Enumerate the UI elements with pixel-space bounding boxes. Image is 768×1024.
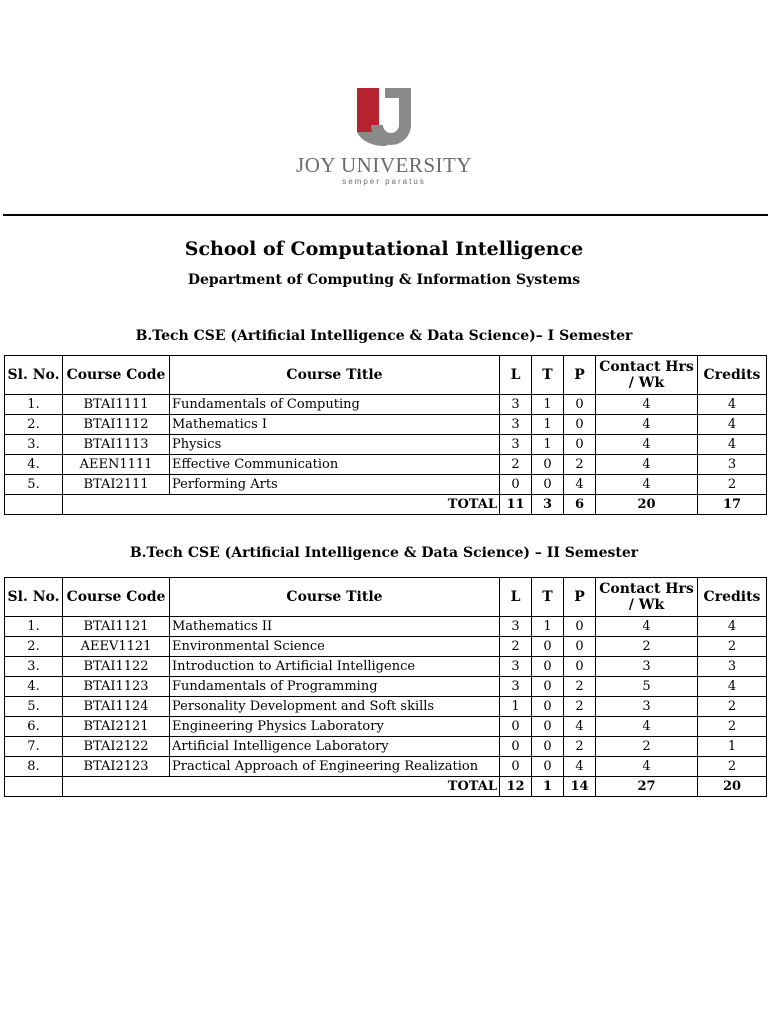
cell-code: AEEN1111 [63,455,170,475]
col-course-code: Course Code [63,356,170,395]
cell-sl: 1. [5,395,63,415]
cell-p: 4 [564,475,596,495]
total-l: 11 [500,495,532,515]
cell-title: Practical Approach of Engineering Realization [170,757,500,777]
cell-p: 2 [564,455,596,475]
col-contact-hrs: Contact Hrs / Wk [596,578,698,617]
col-course-code: Course Code [63,578,170,617]
cell-sl: 4. [5,455,63,475]
col-credits: Credits [698,356,767,395]
cell-l: 0 [500,475,532,495]
col-sl-no: Sl. No. [5,578,63,617]
total-label: TOTAL [63,777,500,797]
total-contact: 20 [596,495,698,515]
cell-code: BTAI1122 [63,657,170,677]
table-row [5,617,767,637]
cell-t: 0 [532,757,564,777]
department-title: Department of Computing & Information Systems [187,272,581,288]
cell-credits: 3 [698,657,767,677]
cell-t: 0 [532,657,564,677]
cell-title: Effective Communication [170,455,500,475]
cell-p: 4 [564,757,596,777]
total-p: 6 [564,495,596,515]
table-row [5,435,767,455]
total-label: TOTAL [63,495,500,515]
cell-code: BTAI2123 [63,757,170,777]
cell-sl: 8. [5,757,63,777]
cell-credits: 2 [698,717,767,737]
cell-contact: 3 [596,657,698,677]
col-sl-no: Sl. No. [5,356,63,395]
semester-1-table [4,355,767,515]
cell-p: 0 [564,637,596,657]
cell-l: 2 [500,637,532,657]
semester-2-table [4,577,767,797]
table-row [5,677,767,697]
cell-p: 2 [564,697,596,717]
cell-credits: 2 [698,637,767,657]
cell-title: Personality Development and Soft skills [170,697,500,717]
cell-title: Artificial Intelligence Laboratory [170,737,500,757]
cell-credits: 2 [698,757,767,777]
university-tagline: semper paratus [342,177,426,186]
cell-credits: 2 [698,475,767,495]
cell-contact: 3 [596,697,698,717]
cell-sl: 7. [5,737,63,757]
cell-t: 0 [532,637,564,657]
cell-title: Mathematics II [170,617,500,637]
cell-contact: 4 [596,395,698,415]
cell-sl: 5. [5,697,63,717]
cell-t: 0 [532,737,564,757]
cell-contact: 2 [596,637,698,657]
cell-l: 0 [500,737,532,757]
cell-title: Environmental Science [170,637,500,657]
cell-t: 1 [532,617,564,637]
table-row [5,737,767,757]
cell-code: AEEV1121 [63,637,170,657]
cell-title: Fundamentals of Programming [170,677,500,697]
col-contact-hrs: Contact Hrs / Wk [596,356,698,395]
cell-t: 1 [532,435,564,455]
table-row [5,697,767,717]
table-row [5,455,767,475]
cell-l: 3 [500,395,532,415]
cell-title: Mathematics I [170,415,500,435]
col-l: L [500,578,532,617]
cell-code: BTAI2122 [63,737,170,757]
col-p: P [564,356,596,395]
cell-code: BTAI1123 [63,677,170,697]
table-row [5,757,767,777]
cell-code: BTAI1113 [63,435,170,455]
cell-code: BTAI2121 [63,717,170,737]
cell-code: BTAI1112 [63,415,170,435]
cell-l: 3 [500,657,532,677]
col-credits: Credits [698,578,767,617]
cell-l: 0 [500,717,532,737]
total-credits: 20 [698,777,767,797]
cell-p: 0 [564,415,596,435]
cell-contact: 4 [596,475,698,495]
university-name: JOY UNIVERSITY [296,153,472,177]
cell-l: 3 [500,617,532,637]
header-divider [3,214,768,216]
total-p: 14 [564,777,596,797]
col-t: T [532,578,564,617]
table-header-row [5,356,767,395]
cell-p: 0 [564,395,596,415]
table-row [5,717,767,737]
cell-title: Performing Arts [170,475,500,495]
cell-contact: 4 [596,455,698,475]
cell-contact: 5 [596,677,698,697]
table-header-row [5,578,767,617]
cell-l: 0 [500,757,532,777]
cell-credits: 1 [698,737,767,757]
col-course-title: Course Title [170,578,500,617]
cell-p: 2 [564,737,596,757]
cell-contact: 2 [596,737,698,757]
total-row [5,777,767,797]
cell-title: Fundamentals of Computing [170,395,500,415]
cell-title: Introduction to Artificial Intelligence [170,657,500,677]
cell-sl: 2. [5,637,63,657]
cell-t: 0 [532,455,564,475]
cell-sl: 2. [5,415,63,435]
total-t: 1 [532,777,564,797]
cell-title: Physics [170,435,500,455]
cell-credits: 3 [698,455,767,475]
cell-sl: 1. [5,617,63,637]
table-row [5,637,767,657]
semester-1-title: B.Tech CSE (Artificial Intelligence & Data Science)– I Semester [135,328,633,344]
cell-t: 1 [532,415,564,435]
cell-l: 2 [500,455,532,475]
col-t: T [532,356,564,395]
cell-l: 3 [500,435,532,455]
cell-p: 2 [564,677,596,697]
cell-p: 0 [564,435,596,455]
university-logo [0,85,768,186]
cell-t: 0 [532,475,564,495]
cell-l: 3 [500,677,532,697]
cell-t: 0 [532,697,564,717]
cell-credits: 4 [698,677,767,697]
cell-code: BTAI1111 [63,395,170,415]
cell-code: BTAI1121 [63,617,170,637]
total-row [5,495,767,515]
cell-credits: 4 [698,415,767,435]
total-l: 12 [500,777,532,797]
cell-contact: 4 [596,435,698,455]
total-contact: 27 [596,777,698,797]
school-title: School of Computational Intelligence [184,238,584,260]
cell-empty [5,777,63,797]
cell-sl: 3. [5,657,63,677]
cell-sl: 3. [5,435,63,455]
cell-contact: 4 [596,415,698,435]
cell-sl: 4. [5,677,63,697]
joy-university-logo-icon [355,85,413,147]
cell-code: BTAI1124 [63,697,170,717]
cell-empty [5,495,63,515]
cell-contact: 4 [596,757,698,777]
cell-t: 1 [532,395,564,415]
cell-credits: 4 [698,617,767,637]
table-row [5,395,767,415]
cell-contact: 4 [596,717,698,737]
col-course-title: Course Title [170,356,500,395]
cell-code: BTAI2111 [63,475,170,495]
col-l: L [500,356,532,395]
cell-l: 1 [500,697,532,717]
cell-credits: 4 [698,435,767,455]
cell-credits: 4 [698,395,767,415]
cell-contact: 4 [596,617,698,637]
col-p: P [564,578,596,617]
cell-t: 0 [532,717,564,737]
cell-t: 0 [532,677,564,697]
total-credits: 17 [698,495,767,515]
cell-p: 0 [564,657,596,677]
table-row [5,415,767,435]
cell-sl: 6. [5,717,63,737]
table-row [5,475,767,495]
table-row [5,657,767,677]
cell-title: Engineering Physics Laboratory [170,717,500,737]
cell-l: 3 [500,415,532,435]
semester-2-title: B.Tech CSE (Artificial Intelligence & Data Science) – II Semester [129,545,639,561]
cell-p: 4 [564,717,596,737]
total-t: 3 [532,495,564,515]
cell-credits: 2 [698,697,767,717]
cell-sl: 5. [5,475,63,495]
cell-p: 0 [564,617,596,637]
